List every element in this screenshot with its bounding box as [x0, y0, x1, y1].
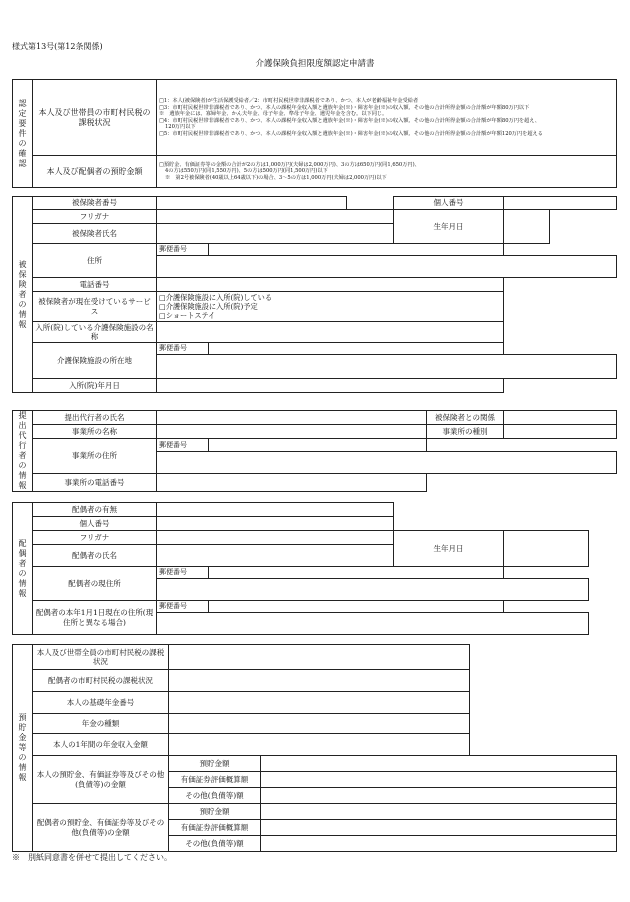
spouse-name-field[interactable]: [157, 545, 394, 567]
footer-note: ※ 別紙同意書を併せて提出してください。: [12, 853, 172, 862]
address-field[interactable]: [157, 256, 617, 278]
admission-date-field[interactable]: [157, 379, 504, 393]
spouse-name-label: 配偶者の氏名: [33, 545, 157, 567]
facility-address-field[interactable]: [157, 355, 617, 379]
savings-label: 本人及び配偶者の預貯金額: [33, 156, 157, 188]
savings-section: [12, 644, 617, 852]
spouse-tax-label: 配偶者の市町村民税の課税状況: [33, 670, 169, 692]
spouse-furigana-field[interactable]: [157, 531, 394, 545]
tax-status-options[interactable]: □1：本人(被保険者)が生活保護受給者／2：市町村民税世帯非課税者であり、かつ、本人が老齢福祉年金受給者 □3：市町村民税世帯非課税者であり、かつ、本人の課税年金収入額と遺族年金(※)・障害年金(※)の収入額、その他の合計所得金額の合計額が年額80万円以下 ※ 遺族年金には、寡婦年金、かん夫年金、母子年金、準母子年金、遺児年金を含む。以下同じ。 □4：市町村民税世帯非課税者であり、かつ、本人の課税年金収入額と遺族年金(※)・障害年金(※)の収入額、その他の合計所得金額の合計額が年額80万円を超え、 120万円以下 □5：市町村民税世帯非課税者であり、かつ、本人の課税年金収入額と遺族年金(※)・障害年金(※)の収入額、その他の合計所得金額の合計額が年額120万円を超える: [157, 80, 617, 156]
spouse-deposit-field[interactable]: [261, 804, 617, 820]
self-securities-field[interactable]: [261, 772, 617, 788]
annual-income-field[interactable]: [169, 734, 470, 756]
furigana-field[interactable]: [157, 210, 394, 224]
tax-status-label: 本人及び世帯員の市町村民税の課税状況: [33, 80, 157, 156]
facility-zip-label: 郵便番号: [157, 343, 209, 355]
household-tax-field[interactable]: [169, 645, 470, 670]
spouse-exists-label: 配偶者の有無: [33, 503, 157, 517]
insured-name-field[interactable]: [157, 224, 394, 244]
office-name-field[interactable]: [157, 425, 427, 439]
office-phone-label: 事業所の電話番号: [33, 474, 157, 492]
service-options[interactable]: □介護保険施設に入所(院)している □介護保険施設に入所(院)予定 □ショートステイ: [157, 292, 504, 322]
address-label: 住所: [33, 244, 157, 278]
spouse-personal-number-field[interactable]: [157, 517, 394, 531]
phone-label: 電話番号: [33, 278, 157, 292]
zip-field[interactable]: [209, 244, 504, 256]
spouse-jan1-address-field[interactable]: [157, 613, 589, 635]
service-label: 被保険者が現在受けているサービス: [33, 292, 157, 322]
agent-section: [12, 410, 617, 492]
office-phone-field[interactable]: [157, 474, 427, 492]
spouse-exists-field[interactable]: [157, 503, 394, 517]
insured-section: [12, 196, 617, 393]
spouse-other-field[interactable]: [261, 836, 617, 852]
spouse-jan1-zip-field[interactable]: [209, 601, 504, 613]
pension-type-label: 年金の種類: [33, 714, 169, 734]
spouse-securities-field[interactable]: [261, 820, 617, 836]
admission-date-label: 入所(院)年月日: [33, 379, 157, 393]
form-title: 介護保険負担限度額認定申請書: [255, 59, 375, 69]
savings-heading: 預貯金等の情報: [13, 645, 33, 852]
agent-name-label: 提出代行者の氏名: [33, 411, 157, 425]
office-zip-field[interactable]: [209, 439, 427, 452]
self-assets-label: 本人の預貯金、有価証券等及びその他(負債等)の金額: [33, 756, 169, 804]
spouse-tax-field[interactable]: [169, 670, 470, 692]
form-number: 様式第13号(第12条関係): [12, 42, 103, 51]
pension-type-field[interactable]: [169, 714, 470, 734]
spouse-birth-date-label: 生年月日: [394, 531, 504, 567]
eligibility-heading: 認定要件の確認: [13, 80, 33, 188]
annual-income-label: 本人の1年間の年金収入金額: [33, 734, 169, 756]
spouse-deposit-label: 預貯金額: [169, 804, 261, 820]
office-address-field[interactable]: [157, 452, 617, 474]
self-deposit-field[interactable]: [261, 756, 617, 772]
office-type-field[interactable]: [504, 425, 617, 439]
office-name-label: 事業所の名称: [33, 425, 157, 439]
self-other-label: その他(負債等)額: [169, 788, 261, 804]
birth-date-field[interactable]: [504, 210, 550, 244]
spouse-birth-date-field[interactable]: [504, 531, 589, 567]
spouse-assets-label: 配偶者の預貯金、有価証券等及びその他(負債等)の金額: [33, 804, 169, 852]
self-other-field[interactable]: [261, 788, 617, 804]
facility-name-field[interactable]: [157, 322, 504, 343]
agent-heading: 提出代行者の情報: [13, 411, 33, 492]
furigana-label: フリガナ: [33, 210, 157, 224]
household-tax-label: 本人及び世帯全員の市町村民税の課税状況: [33, 645, 169, 670]
phone-field[interactable]: [157, 278, 504, 292]
insured-number-label: 被保険者番号: [33, 197, 157, 210]
eligibility-section: [12, 79, 617, 188]
spouse-securities-label: 有価証券評価概算額: [169, 820, 261, 836]
personal-number-field[interactable]: [504, 197, 617, 210]
relation-label: 被保険者との関係: [427, 411, 504, 425]
spouse-heading: 配偶者の情報: [13, 503, 33, 635]
relation-field[interactable]: [504, 411, 617, 425]
personal-number-label: 個人番号: [394, 197, 504, 210]
spouse-address-label: 配偶者の現住所: [33, 567, 157, 601]
facility-zip-field[interactable]: [209, 343, 504, 355]
spouse-zip-field[interactable]: [209, 567, 504, 579]
office-zip-label: 郵便番号: [157, 439, 209, 452]
insured-number-field[interactable]: [157, 197, 347, 210]
spouse-personal-number-label: 個人番号: [33, 517, 157, 531]
facility-address-label: 介護保険施設の所在地: [33, 343, 157, 379]
facility-name-label: 入所(院)している介護保険施設の名称: [33, 322, 157, 343]
zip-label: 郵便番号: [157, 244, 209, 256]
insured-heading: 被保険者の情報: [13, 197, 33, 393]
spouse-furigana-label: フリガナ: [33, 531, 157, 545]
birth-date-label: 生年月日: [394, 210, 504, 244]
spouse-other-label: その他(負債等)額: [169, 836, 261, 852]
spouse-jan1-label: 配偶者の本年1月1日現在の住所(現住所と異なる場合): [33, 601, 157, 635]
spouse-section: [12, 502, 617, 635]
insured-name-label: 被保険者氏名: [33, 224, 157, 244]
pension-number-label: 本人の基礎年金番号: [33, 692, 169, 714]
spouse-zip-label: 郵便番号: [157, 567, 209, 579]
spouse-address-field[interactable]: [157, 579, 589, 601]
pension-number-field[interactable]: [169, 692, 470, 714]
self-securities-label: 有価証券評価概算額: [169, 772, 261, 788]
self-deposit-label: 預貯金額: [169, 756, 261, 772]
spouse-jan1-zip-label: 郵便番号: [157, 601, 209, 613]
office-address-label: 事業所の住所: [33, 439, 157, 474]
agent-name-field[interactable]: [157, 411, 427, 425]
savings-options[interactable]: □預貯金、有価証券等の金額の合計が2の方は1,000万円(夫婦は2,000万円)、3の方は650万円(同1,650万円)、 4の方は550万円(同1,550万円)、5の方は500万円(同1,500万円)以下 ※ 第2号被保険者(40歳以上64歳以下)の場合、3～5の方は1,000万円(夫婦は2,000万円)以下: [157, 156, 617, 188]
office-type-label: 事業所の種別: [427, 425, 504, 439]
